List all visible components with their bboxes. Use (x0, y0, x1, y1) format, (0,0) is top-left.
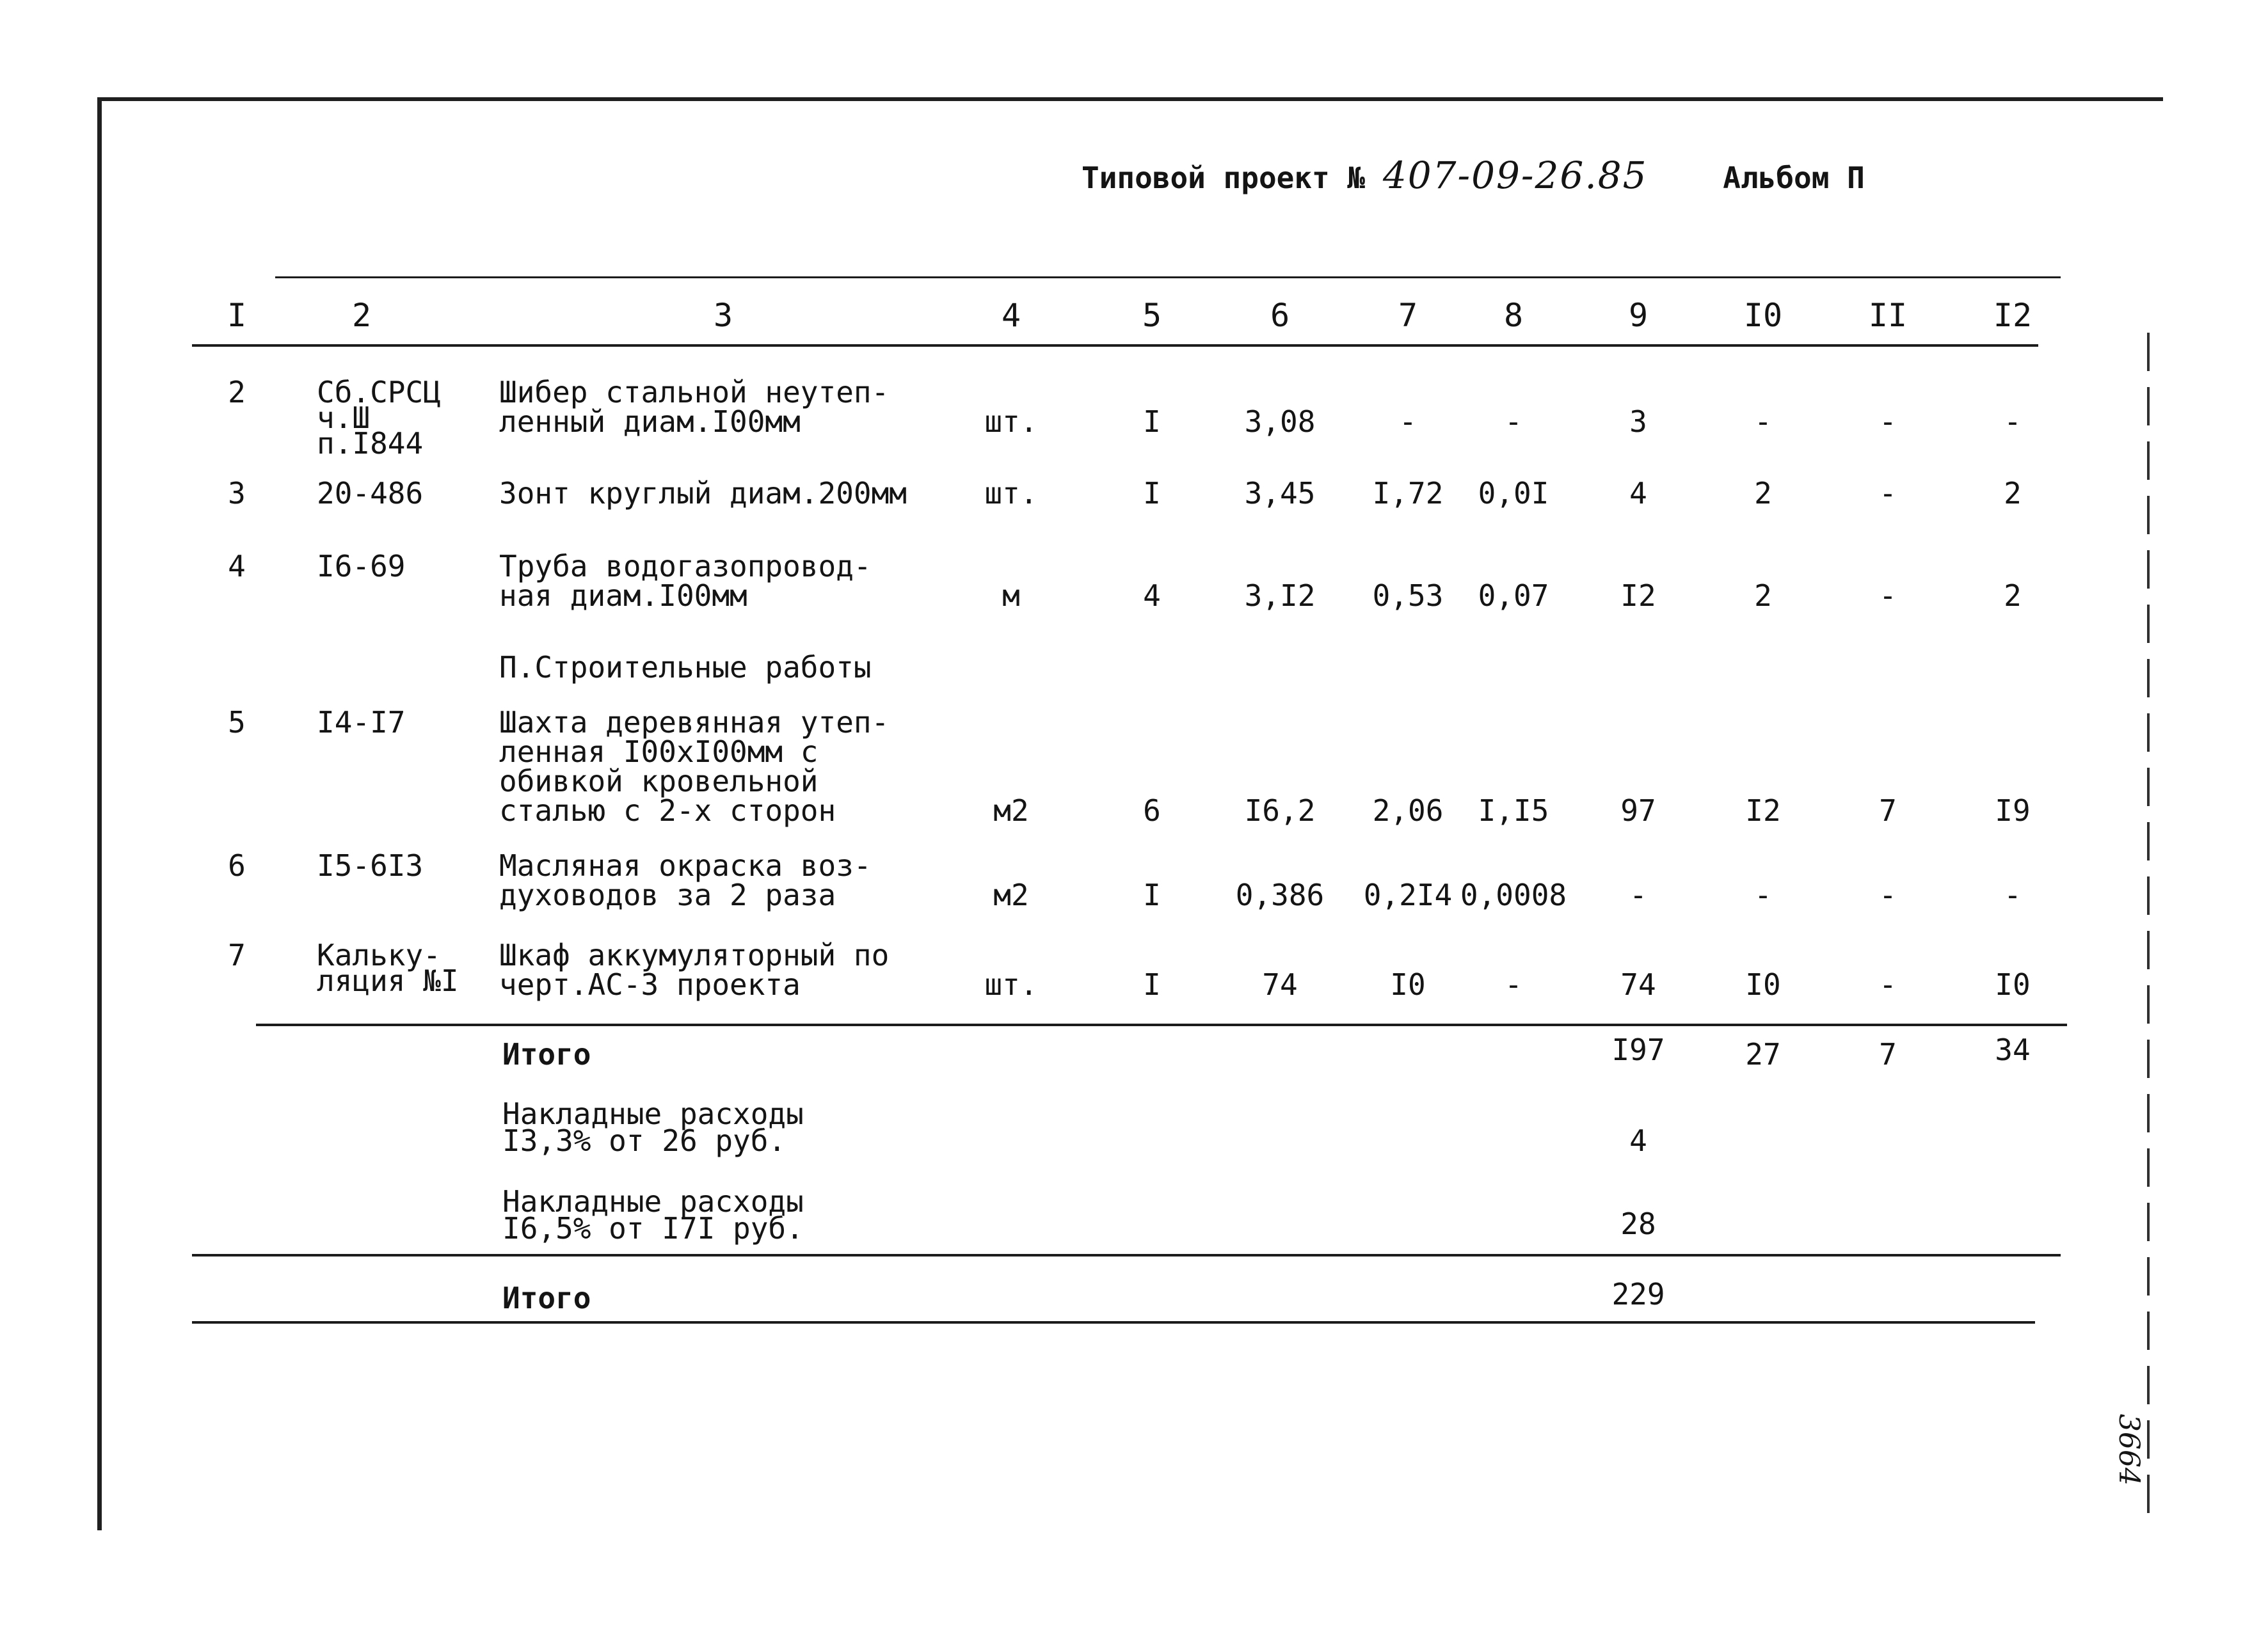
row-unit: шт. (984, 967, 1038, 1002)
row-description: Труба водогазопровод- (499, 549, 872, 583)
row-col-11: 7 (1879, 793, 1897, 828)
row-unit: шт. (984, 476, 1038, 511)
column-header-8: 8 (1503, 297, 1524, 334)
subtotal-label: Итого (502, 1037, 591, 1072)
column-header-6: 6 (1270, 297, 1290, 334)
row-col-12: 2 (2004, 578, 2022, 613)
row-col-6: I6,2 (1244, 793, 1316, 828)
row-col-6: 0,386 (1235, 878, 1325, 912)
row-description: сталью с 2-х сторон (499, 793, 836, 828)
overhead-2-label: Накладные расходы (502, 1184, 804, 1219)
row-description: ленная I00хI00мм с (499, 734, 819, 769)
column-header-1: I (227, 297, 247, 334)
column-header-7: 7 (1398, 297, 1418, 334)
total-value: 229 (1611, 1277, 1665, 1312)
total-label: Итого (502, 1281, 591, 1315)
row-description: ленный диам.I00мм (499, 404, 801, 439)
column-header-5: 5 (1142, 297, 1162, 334)
row-code: 20-486 (317, 476, 424, 511)
row-number: 4 (228, 549, 246, 583)
subtotal-col-12: 34 (1995, 1033, 2031, 1067)
row-code: Сб.СРСЦ (317, 375, 441, 409)
column-header-10: I0 (1743, 297, 1783, 334)
row-col-9: 4 (1629, 476, 1647, 511)
row-col-12: I9 (1995, 793, 2031, 828)
row-col-6: 74 (1262, 967, 1298, 1002)
row-number: 2 (228, 375, 246, 409)
row-col-9: - (1629, 878, 1647, 912)
row-col-9: 74 (1620, 967, 1656, 1002)
row-description: Масляная окраска воз- (499, 848, 872, 883)
row-col-11: - (1879, 967, 1897, 1002)
row-col-8: - (1505, 404, 1522, 439)
row-unit: м2 (993, 793, 1029, 828)
row-col-7: - (1399, 404, 1417, 439)
row-code: I6-69 (317, 549, 406, 583)
frame-top-border (99, 97, 2163, 101)
row-col-8: 0,0008 (1460, 878, 1567, 912)
row-quantity: I (1143, 878, 1161, 912)
row-col-9: 3 (1629, 404, 1647, 439)
row-description: Зонт круглый диам.200мм (499, 476, 907, 511)
row-col-11: - (1879, 476, 1897, 511)
row-col-10: - (1754, 878, 1772, 912)
row-description: Шахта деревянная утеп- (499, 705, 890, 740)
row-col-10: 2 (1754, 578, 1772, 613)
row-col-12: - (2004, 878, 2022, 912)
row-code: п.I844 (317, 426, 424, 461)
row-description: обивкой кровельной (499, 764, 819, 798)
column-header-3: 3 (713, 297, 733, 334)
row-code: I4-I7 (317, 705, 406, 740)
overhead-2-value: 28 (1620, 1207, 1656, 1241)
row-col-12: - (2004, 404, 2022, 439)
row-description: черт.АС-3 проекта (499, 967, 801, 1002)
row-col-11: - (1879, 578, 1897, 613)
row-description: Шибер стальной неутеп- (499, 375, 890, 409)
row-col-8: - (1505, 967, 1522, 1002)
column-header-11: II (1868, 297, 1908, 334)
column-header-4: 4 (1001, 297, 1021, 334)
row-code: I5-6I3 (317, 848, 424, 883)
overhead-1-value: 4 (1629, 1123, 1647, 1158)
frame-left-border (97, 97, 102, 1530)
project-number: 407-09-26.85 (1382, 154, 1648, 197)
row-number: 7 (228, 938, 246, 972)
column-header-9: 9 (1628, 297, 1649, 334)
row-col-6: 3,45 (1244, 476, 1316, 511)
row-quantity: 4 (1143, 578, 1161, 613)
row-number: 6 (228, 848, 246, 883)
row-col-10: 2 (1754, 476, 1772, 511)
row-col-6: 3,08 (1244, 404, 1316, 439)
page-header (1082, 154, 1865, 197)
items-bottom-rule (256, 1024, 2067, 1026)
row-col-9: 97 (1620, 793, 1656, 828)
row-col-8: 0,0I (1478, 476, 1549, 511)
row-col-10: I0 (1745, 967, 1781, 1002)
row-code: ляция №I (317, 963, 459, 998)
row-col-6: 3,I2 (1244, 578, 1316, 613)
row-col-8: 0,07 (1478, 578, 1549, 613)
row-number: 5 (228, 705, 246, 740)
header-bottom-rule (192, 344, 2038, 347)
row-quantity: 6 (1143, 793, 1161, 828)
overhead-2-label: I6,5% от I7I руб. (502, 1211, 804, 1246)
row-col-11: - (1879, 404, 1897, 439)
row-col-11: - (1879, 878, 1897, 912)
row-description: духоводов за 2 раза (499, 878, 836, 912)
row-col-12: 2 (2004, 476, 2022, 511)
frame-right-border (2147, 333, 2150, 1516)
side-number: 3664 (2112, 1414, 2145, 1486)
row-col-7: I0 (1390, 967, 1426, 1002)
overhead-1-label: Накладные расходы (502, 1097, 804, 1131)
row-col-10: I2 (1745, 793, 1781, 828)
album-label: Альбом П (1723, 161, 1865, 195)
row-col-7: 2,06 (1372, 793, 1444, 828)
row-col-7: I,72 (1372, 476, 1444, 511)
totals-top-rule (192, 1254, 2061, 1256)
column-header-2: 2 (351, 297, 372, 334)
column-header-12: I2 (1993, 297, 2032, 334)
row-quantity: I (1143, 404, 1161, 439)
row-unit: шт. (984, 404, 1038, 439)
row-col-7: 0,53 (1372, 578, 1444, 613)
row-unit: м2 (993, 878, 1029, 912)
table-bottom-rule (192, 1321, 2035, 1324)
row-code: ч.Ш (317, 400, 371, 435)
row-col-8: I,I5 (1478, 793, 1549, 828)
row-col-12: I0 (1995, 967, 2031, 1002)
row-code: Кальку- (317, 938, 441, 972)
overhead-1-label: I3,3% от 26 руб. (502, 1123, 787, 1158)
row-number: 3 (228, 476, 246, 511)
section-heading: П.Строительные работы (499, 650, 872, 685)
header-title: Типовой проект № (1082, 161, 1366, 195)
row-col-10: - (1754, 404, 1772, 439)
subtotal-col-10: 27 (1745, 1037, 1781, 1072)
row-quantity: I (1143, 967, 1161, 1002)
table-top-rule (275, 276, 2061, 278)
row-col-7: 0,2I4 (1363, 878, 1453, 912)
row-quantity: I (1143, 476, 1161, 511)
row-description: Шкаф аккумуляторный по (499, 938, 890, 972)
subtotal-col-9: I97 (1611, 1033, 1665, 1067)
row-col-9: I2 (1620, 578, 1656, 613)
row-unit: м (1002, 578, 1020, 613)
subtotal-col-11: 7 (1879, 1037, 1897, 1072)
row-description: ная диам.I00мм (499, 578, 747, 613)
